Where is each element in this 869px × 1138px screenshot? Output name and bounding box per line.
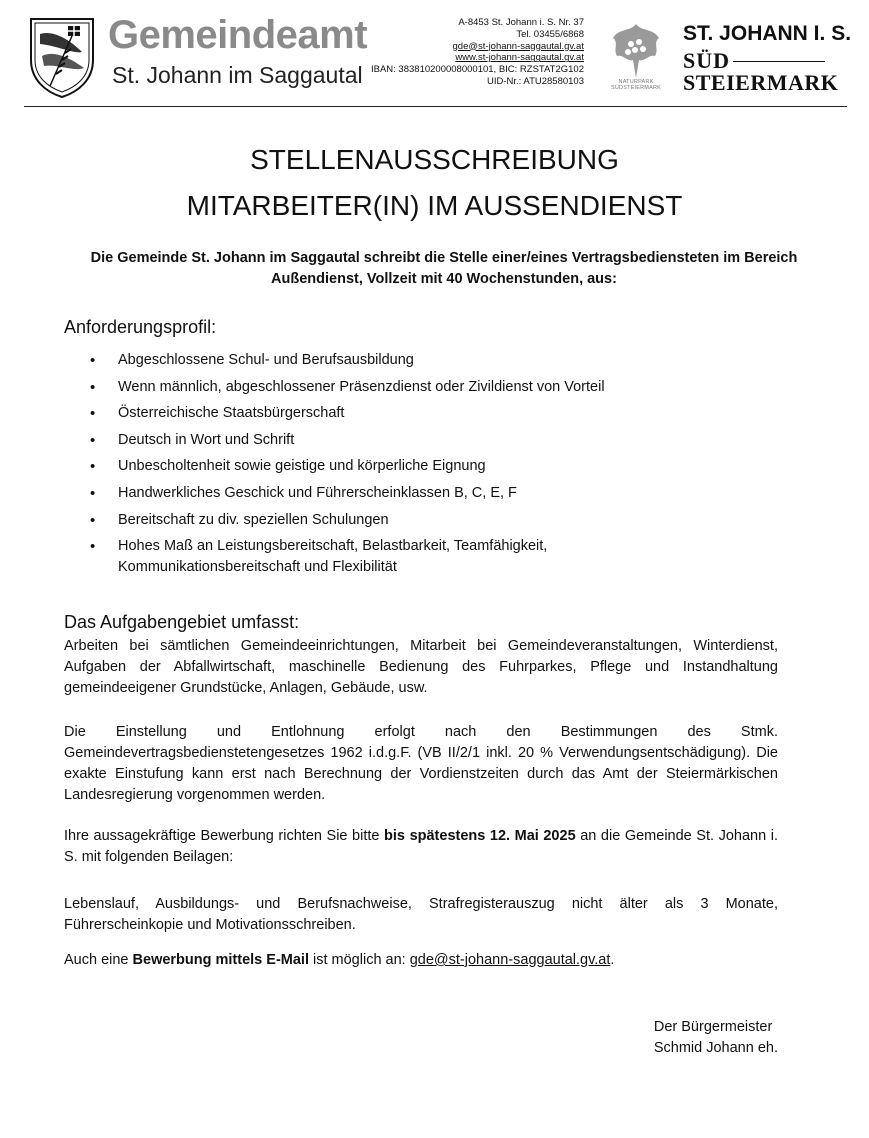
naturpark-label-line1: NATURPARK — [618, 79, 654, 85]
email-text-end: . — [610, 952, 615, 968]
office-title: Gemeindeamt — [108, 13, 368, 57]
coat-of-arms-logo — [28, 16, 96, 100]
contact-block — [371, 17, 584, 88]
requirements-heading: Anforderungsprofil: — [64, 317, 217, 337]
signature-block — [654, 1017, 778, 1059]
contact-phone: Tel. 03455/6868 — [516, 28, 584, 40]
office-subtitle: St. Johann im Saggautal — [112, 62, 363, 88]
email-text-mid: ist möglich an: — [308, 952, 410, 968]
list-item: • Deutsch in Wort und Schrift — [92, 430, 812, 451]
application-deadline: bis spätestens 12. Mai 2025 — [384, 828, 576, 844]
naturpark-vine-leaf-icon — [609, 22, 663, 80]
contact-email-link[interactable]: gde@st-johann-saggautal.gv.at — [452, 40, 584, 52]
contact-website-link[interactable]: www.st-johann-saggautal.gv.at — [455, 52, 584, 64]
brand-name: ST. JOHANN I. S. — [683, 22, 852, 45]
document-title: STELLENAUSSCHREIBUNG — [250, 144, 619, 175]
intro-text: Die Gemeinde St. Johann im Saggautal schreibt die Stelle einer/eines Vertragsbediensteten im Bereich Außendienst, Vollzeit mit 40 Wochenstunden, aus: — [90, 250, 798, 287]
contact-address: A-8453 St. Johann i. S. Nr. 37 — [458, 17, 584, 28]
naturpark-label-line2: SÜDSTEIERMARK — [611, 85, 661, 91]
document-subtitle: MITARBEITER(IN) IM AUSSENDIENST — [186, 190, 683, 221]
list-item: • Unbescholtenheit sowie geistige und körperliche Eignung — [92, 456, 812, 477]
application-email-link[interactable]: gde@st-johann-saggautal.gv.at — [409, 952, 611, 968]
tasks-heading: Das Aufgabengebiet umfasst: — [64, 612, 300, 632]
list-item: • Hohes Maß an Leistungsbereitschaft, Belastbarkeit, Teamfähigkeit, Kommunikationsbereitschaft und Flexibilität — [92, 536, 588, 578]
email-application-bold: Bewerbung mittels E-Mail — [132, 952, 309, 968]
application-text — [64, 826, 778, 868]
list-item: • Österreichische Staatsbürgerschaft — [92, 403, 812, 424]
email-application-text — [64, 950, 778, 971]
list-item: • Abgeschlossene Schul- und Berufsausbildung — [92, 350, 812, 371]
contact-uid: UID-Nr.: ATU28580103 — [487, 75, 584, 87]
contact-bank: IBAN: 383810200008000101, BIC: RZSTAT2G102 — [370, 64, 584, 76]
list-item: • Wenn männlich, abgeschlossener Präsenzdienst oder Zivildienst von Vorteil — [92, 377, 812, 398]
list-item: • Handwerkliches Geschick und Führerscheinklassen B, C, E, F — [92, 483, 812, 504]
naturpark-label — [606, 79, 666, 91]
brand-region-line2: STEIERMARK — [683, 70, 839, 95]
signature-role: Der Bürgermeister — [653, 1019, 773, 1035]
signature-name: Schmid Johann eh. — [653, 1040, 778, 1056]
brand-region-line1: SÜD — [683, 48, 731, 73]
application-text-end: an die Gemeinde St. Johann i. S. mit folgenden Beilagen: — [64, 828, 779, 865]
employment-text: Die Einstellung und Entlohnung erfolgt nach den Bestimmungen des Stmk. Gemeindevertragsbedienstetengesetzes 1962 i.d.g.F. (VB II/2/1 inkl. 20 % Verwendungsentschädigung). Die exakte Einstufung kann erst nach Berechnung der Vordienstzeiten durch das Amt der Steiermärkischen Landesregierung vorgenommen werden. — [64, 724, 778, 803]
list-item: • Bereitschaft zu div. speziellen Schulungen — [92, 510, 812, 531]
requirements-list — [92, 350, 812, 584]
header-divider — [24, 106, 847, 107]
application-text-start: Ihre aussagekräftige Bewerbung richten Sie bitte — [64, 828, 385, 844]
email-text-start: Auch eine — [64, 952, 133, 968]
attachments-text: Lebenslauf, Ausbildungs- und Berufsnachweise, Strafregisterauszug nicht älter als 3 Monate, Führerscheinkopie und Motivationsschreiben. — [64, 896, 778, 933]
tasks-text: Arbeiten bei sämtlichen Gemeindeeinrichtungen, Mitarbeit bei Gemeindeveranstaltungen, Winterdienst, Aufgaben der Abfallwirtschaft, maschinelle Bedienung des Fuhrparkes, Pflege und Instandhaltung gemeindeeigener Grundstücke, Anlagen, Gebäude, usw. — [64, 638, 778, 696]
brand-divider — [733, 61, 825, 62]
